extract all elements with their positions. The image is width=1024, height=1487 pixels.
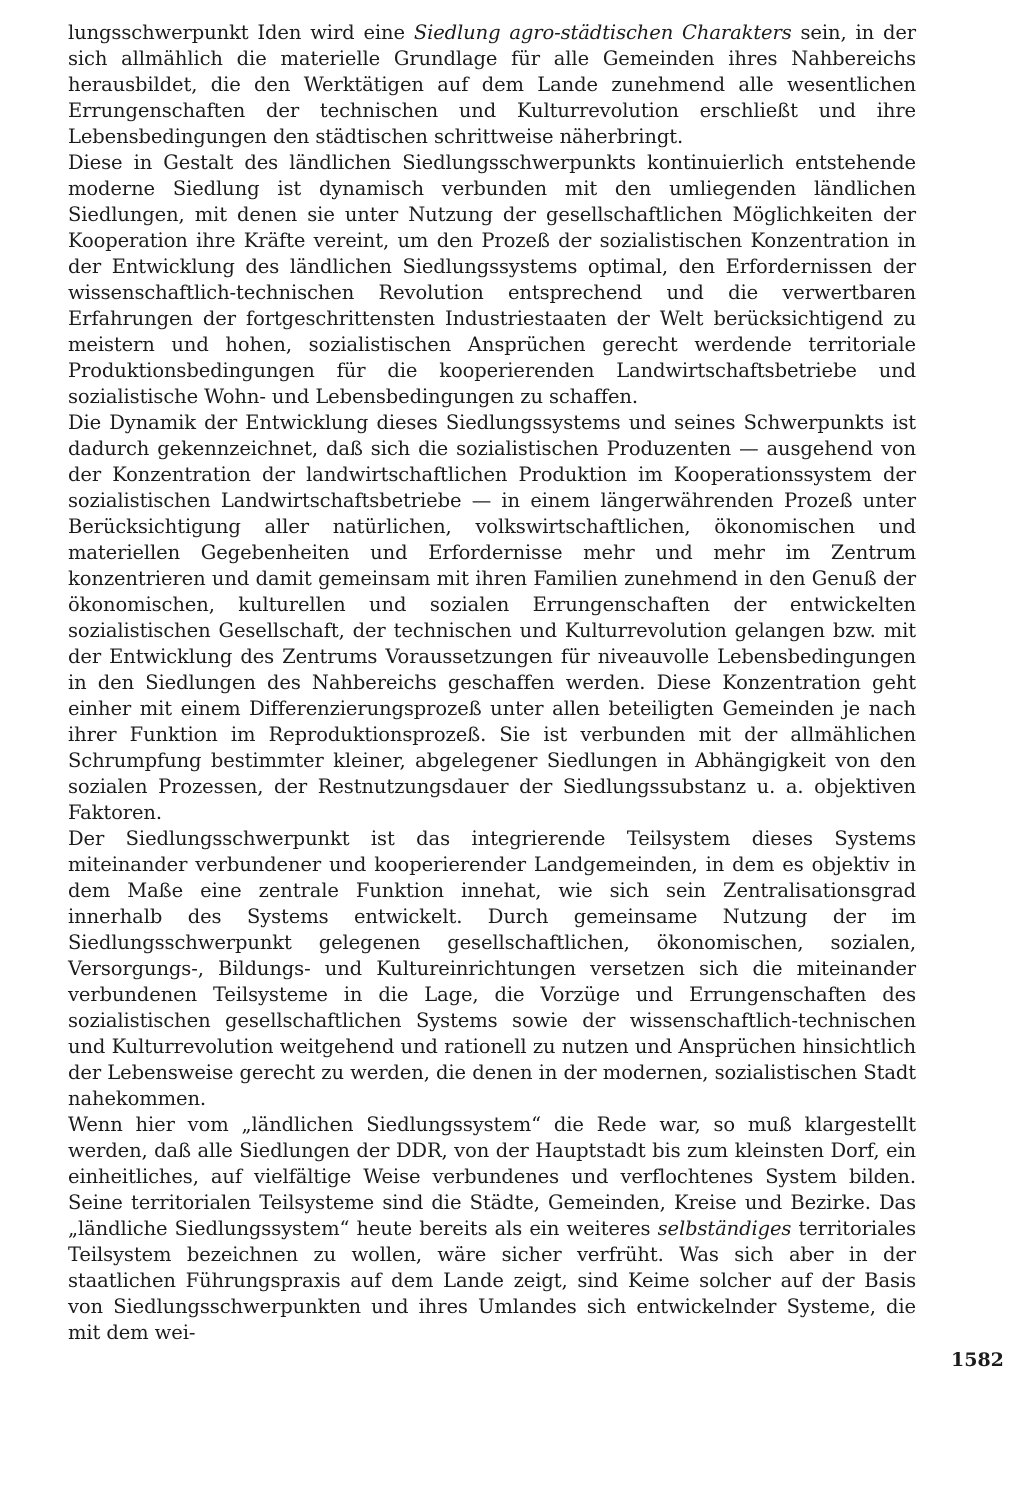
- paragraph-text: territoriales Teilsystem bezeichnen zu wollen, wäre sicher verfrüht. Was sich aber in der staatlichen Führungspraxis auf dem Lande zeigt, sind Keime solcher auf der Basis von Siedlungsschwerpunkten und ihres Umlandes sich entwickelnder Systeme, die mit dem wei-: [68, 1217, 916, 1344]
- paragraph-text: lungsschwerpunkt Iden wird eine: [68, 21, 414, 44]
- paragraph-text: Diese in Gestalt des ländlichen Siedlungsschwerpunkts kontinuierlich entstehende moderne Siedlung ist dynamisch verbunden mit den umliegenden ländlichen Siedlungen, mit denen sie unter Nutzung der gesellschaftlichen Möglichkeiten der Kooperation ihre Kräfte vereint, um den Prozeß der sozialistischen Konzentration in der Entwicklung des ländlichen Siedlungssystems optimal, den Erfordernissen der wissenschaftlich-technischen Revolution entsprechend und die verwertbaren Erfahrungen der fortgeschrittensten Industriestaaten der Welt berücksichtigend zu meistern und hohen, sozialistischen Ansprüchen gerecht werdende territoriale Produktionsbedingungen für die kooperierenden Landwirtschaftsbetriebe und sozialistische Wohn- und Lebensbedingungen zu schaffen.: [68, 151, 916, 408]
- document-page: [68, 20, 916, 1346]
- emphasized-text: Siedlung agro-städtischen Charakters: [413, 21, 792, 44]
- paragraph-2: [68, 150, 916, 410]
- paragraph-5: [68, 1112, 916, 1346]
- page-number: 1582: [951, 1349, 1004, 1371]
- paragraph-text: sein, in der sich allmählich die materielle Grundlage für alle Gemeinden ihres Nahbereichs herausbildet, die den Werktätigen auf dem Lande zunehmend alle wesentlichen Errungenschaften der technischen und Kulturrevolution erschließt und ihre Lebensbedingungen den städtischen schrittweise näherbringt.: [68, 21, 916, 148]
- paragraph-1: [68, 20, 916, 150]
- emphasized-text: selbständiges: [657, 1217, 792, 1240]
- paragraph-text: Der Siedlungsschwerpunkt ist das integrierende Teilsystem dieses Systems miteinander verbundener und kooperierender Landgemeinden, in dem es objektiv in dem Maße eine zentrale Funktion innehat, wie sich sein Zentralisationsgrad innerhalb des Systems entwickelt. Durch gemeinsame Nutzung der im Siedlungsschwerpunkt gelegenen gesellschaftlichen, ökonomischen, sozialen, Versorgungs-, Bildungs- und Kultureinrichtungen versetzen sich die miteinander verbundenen Teilsysteme in die Lage, die Vorzüge und Errungenschaften des sozialistischen gesellschaftlichen Systems sowie der wissenschaftlich-technischen und Kulturrevolution weitgehend und rationell zu nutzen und Ansprüchen hinsichtlich der Lebensweise gerecht zu werden, die denen in der modernen, sozialistischen Stadt nahekommen.: [68, 827, 916, 1110]
- paragraph-text: Wenn hier vom „ländlichen Siedlungssystem“ die Rede war, so muß klargestellt werden, daß alle Siedlungen der DDR, von der Hauptstadt bis zum kleinsten Dorf, ein einheitliches, auf vielfältige Weise verbundenes und verflochtenes System bilden. Seine territorialen Teilsysteme sind die Städte, Gemeinden, Kreise und Bezirke. Das „ländliche Siedlungssystem“ heute bereits als ein weiteres: [68, 1113, 916, 1240]
- paragraph-4: [68, 826, 916, 1112]
- paragraph-3: [68, 410, 916, 826]
- paragraph-text: Die Dynamik der Entwicklung dieses Siedlungssystems und seines Schwerpunkts ist dadurch gekennzeichnet, daß sich die sozialistischen Produzenten — ausgehend von der Konzentration der landwirtschaftlichen Produktion im Kooperationssystem der sozialistischen Landwirtschaftsbetriebe — in einem längerwährenden Prozeß unter Berücksichtigung aller natürlichen, volkswirtschaftlichen, ökonomischen und materiellen Gegebenheiten und Erfordernisse mehr und mehr im Zentrum konzentrieren und damit gemeinsam mit ihren Familien zunehmend in den Genuß der ökonomischen, kulturellen und sozialen Errungenschaften der entwickelten sozialistischen Gesellschaft, der technischen und Kulturrevolution gelangen bzw. mit der Entwicklung des Zentrums Voraussetzungen für niveauvolle Lebensbedingungen in den Siedlungen des Nahbereichs geschaffen werden. Diese Konzentration geht einher mit einem Differenzierungsprozeß unter allen beteiligten Gemeinden je nach ihrer Funktion im Reproduktionsprozeß. Sie ist verbunden mit der allmählichen Schrumpfung bestimmter kleiner, abgelegener Siedlungen in Abhängigkeit von den sozialen Prozessen, der Restnutzungsdauer der Siedlungssubstanz u. a. objektiven Faktoren.: [68, 411, 916, 824]
